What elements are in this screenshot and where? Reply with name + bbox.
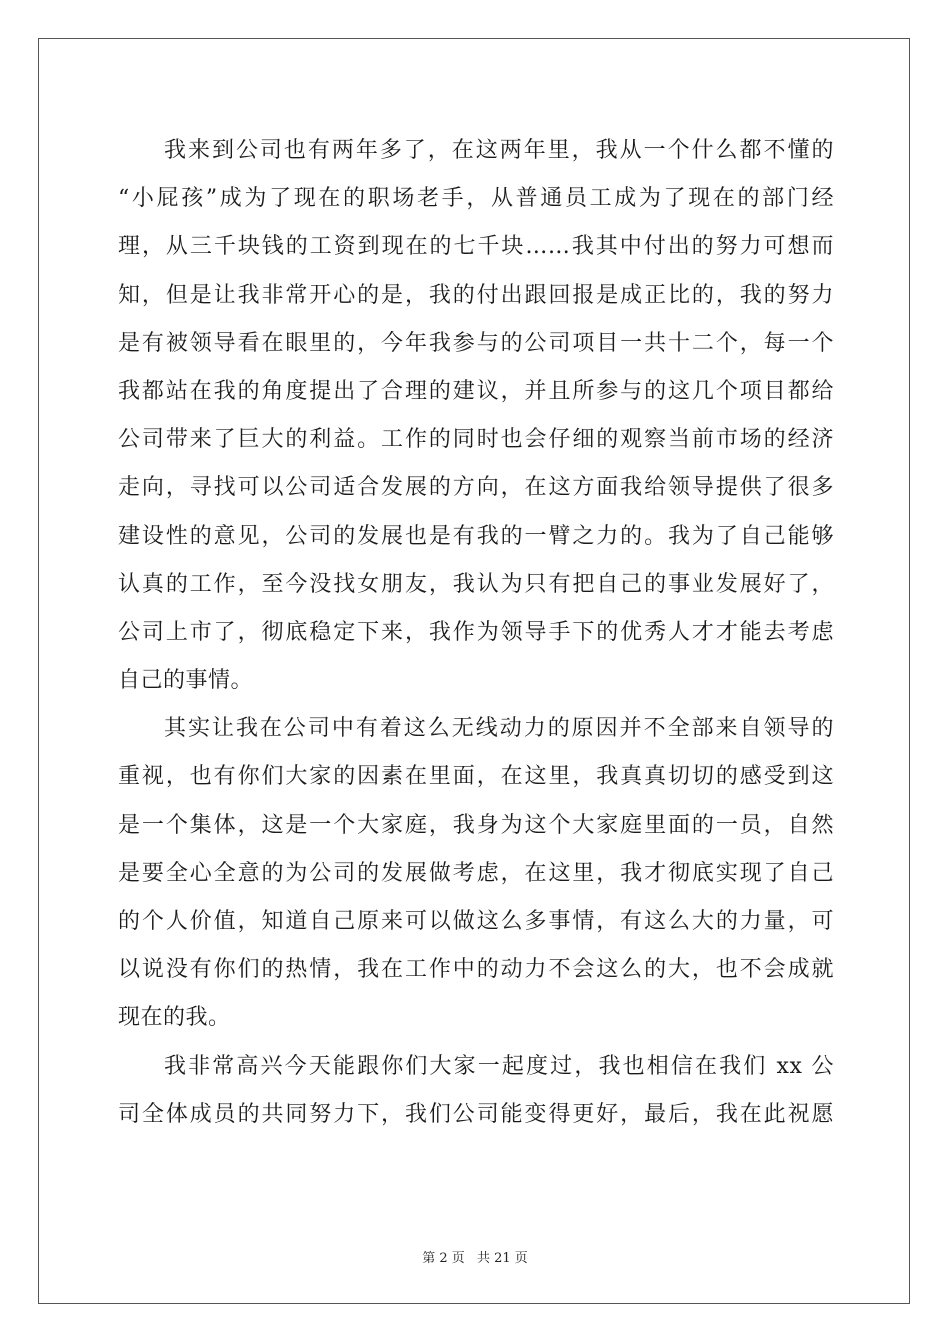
page-footer	[0, 1247, 950, 1266]
text-line: 是要全心全意的为公司的发展做考虑，在这里，我才彻底实现了自己	[118, 860, 834, 886]
text-line: 其实让我在公司中有着这么无线动力的原因并不全部来自领导的	[164, 716, 834, 742]
text-line: 理，从三千块钱的工资到现在的七千块……我其中付出的努力可想而	[118, 234, 834, 260]
text-line: 以说没有你们的热情，我在工作中的动力不会这么的大，也不会成就	[118, 957, 834, 983]
text-line: 建设性的意见，公司的发展也是有我的一臂之力的。我为了自己能够	[118, 523, 834, 549]
text-line: 知，但是让我非常开心的是，我的付出跟回报是成正比的，我的努力	[118, 282, 834, 308]
text-line: 我来到公司也有两年多了，在这两年里，我从一个什么都不懂的	[164, 138, 834, 163]
text-line: 我都站在我的角度提出了合理的建议，并且所参与的这几个项目都给	[118, 378, 834, 404]
text-line: 是一个集体，这是一个大家庭，我身为这个大家庭里面的一员，自然	[118, 812, 834, 838]
text-line: 司全体成员的共同努力下，我们公司能变得更好，最后，我在此祝愿	[118, 1101, 834, 1127]
text-line: “小屁孩”成为了现在的职场老手，从普通员工成为了现在的部门经	[118, 186, 834, 212]
paragraph-2	[118, 705, 834, 1042]
paragraph-3	[118, 1043, 834, 1139]
text-line: 我非常高兴今天能跟你们大家一起度过，我也相信在我们 xx 公	[164, 1053, 834, 1079]
text-line: 是有被领导看在眼里的，今年我参与的公司项目一共十二个，每一个	[118, 330, 834, 356]
current-page-number: 第 2 页	[422, 1251, 465, 1266]
paragraph-1	[118, 127, 834, 705]
text-line: 走向，寻找可以公司适合发展的方向，在这方面我给领导提供了很多	[118, 475, 834, 501]
text-line: 认真的工作，至今没找女朋友，我认为只有把自己的事业发展好了，	[118, 571, 834, 597]
text-line: 现在的我。	[118, 1005, 231, 1031]
text-line: 公司带来了巨大的利益。工作的同时也会仔细的观察当前市场的经济	[118, 427, 834, 453]
text-line: 重视，也有你们大家的因素在里面，在这里，我真真切切的感受到这	[118, 764, 834, 790]
text-line: 公司上市了，彻底稳定下来，我作为领导手下的优秀人才才能去考虑	[118, 619, 834, 645]
text-line: 自己的事情。	[118, 668, 254, 694]
total-page-count: 共 21 页	[476, 1251, 528, 1266]
text-line: 的个人价值，知道自己原来可以做这么多事情，有这么大的力量，可	[118, 909, 834, 934]
document-body	[118, 127, 834, 1139]
